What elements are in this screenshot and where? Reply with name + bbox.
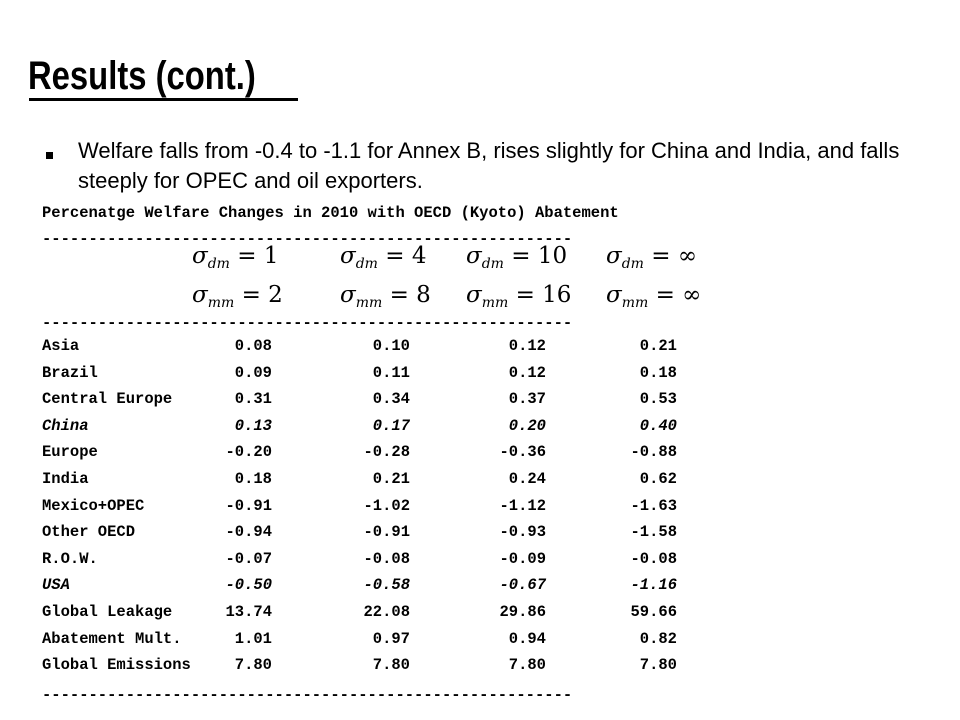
sigma-symbol: σ	[466, 243, 482, 269]
row-value-1: 7.80	[234, 656, 272, 675]
row-label: China	[42, 416, 89, 435]
table-row	[42, 443, 702, 463]
row-value-3: 0.12	[508, 337, 546, 355]
sigma-symbol: σ	[606, 243, 622, 269]
row-value-2: -0.91	[363, 523, 410, 542]
sigma-subscript: mm	[621, 295, 649, 311]
row-value-4: -1.63	[630, 496, 677, 515]
row-value-3: 0.94	[508, 629, 546, 648]
table-row	[42, 364, 702, 384]
sigma-equals: =	[229, 243, 264, 269]
sigma-equals: =	[503, 243, 538, 269]
row-value-3: -0.93	[499, 523, 546, 542]
row-value-1: 0.13	[234, 416, 272, 435]
row-value-4: -0.08	[630, 549, 677, 568]
table-row	[42, 390, 702, 410]
row-label: Other OECD	[42, 523, 136, 542]
row-value-1: -0.94	[225, 523, 272, 542]
row-label: Central Europe	[42, 390, 173, 409]
row-value-1: 0.08	[234, 337, 272, 355]
row-value-2: -0.28	[363, 443, 410, 462]
sigma-subscript: dm	[355, 256, 378, 272]
sigma-value: ∞	[682, 282, 702, 308]
table-caption: Percenatge Welfare Changes in 2010 with OECD (Kyoto) Abatement	[42, 204, 619, 222]
title-underline	[29, 98, 298, 101]
row-value-2: 0.10	[372, 337, 410, 355]
sigma-subscript: dm	[207, 256, 230, 272]
row-value-3: 0.20	[508, 416, 546, 435]
row-value-4: 0.18	[639, 363, 677, 382]
row-value-4: 0.82	[639, 629, 677, 648]
sigma-equals: =	[377, 243, 412, 269]
sigma-value: 1	[263, 243, 279, 269]
sigma-subscript: dm	[481, 256, 504, 272]
sigma-symbol: σ	[192, 243, 208, 269]
sigma-mm-3	[466, 282, 571, 311]
row-value-4: -1.16	[630, 576, 677, 595]
sigma-dm-3	[466, 243, 567, 272]
row-value-4: 0.53	[639, 390, 677, 409]
row-value-1: -0.91	[225, 496, 272, 515]
row-value-3: -0.09	[499, 549, 546, 568]
sigma-equals: =	[382, 282, 417, 308]
row-value-2: 0.17	[372, 416, 410, 435]
row-value-3: 0.12	[508, 363, 546, 382]
sigma-value: 4	[411, 243, 427, 269]
row-value-1: 13.74	[225, 603, 272, 621]
row-value-2: 0.11	[372, 363, 410, 382]
row-label: R.O.W.	[42, 549, 98, 568]
sigma-value: 2	[268, 282, 283, 308]
row-label: Global Leakage	[42, 603, 173, 621]
row-label: Brazil	[42, 363, 98, 382]
sigma-symbol: σ	[192, 282, 208, 308]
sigma-equals: =	[508, 282, 543, 308]
sigma-mm-1	[192, 282, 283, 311]
table-row	[42, 630, 702, 650]
table-row	[42, 417, 702, 437]
sigma-subscript: mm	[355, 295, 383, 311]
row-value-2: 0.34	[372, 390, 410, 409]
row-value-1: -0.20	[225, 443, 272, 462]
bullet-square-icon	[46, 152, 53, 159]
table-row	[42, 523, 702, 543]
row-value-1: 0.09	[234, 363, 272, 382]
sigma-equals: =	[648, 282, 683, 308]
sigma-value: 8	[416, 282, 431, 308]
row-value-4: 0.40	[639, 416, 677, 435]
sigma-value: ∞	[677, 243, 698, 269]
row-value-4: 0.21	[639, 337, 677, 355]
row-value-2: 7.80	[372, 656, 410, 675]
sigma-mm-2	[340, 282, 431, 311]
row-value-1: 1.01	[234, 629, 272, 648]
sigma-value: 10	[537, 243, 568, 269]
row-value-1: -0.07	[225, 549, 272, 568]
table-row	[42, 550, 702, 570]
row-value-4: 59.66	[630, 603, 677, 621]
row-value-2: 0.21	[372, 470, 410, 488]
table-row	[42, 497, 702, 517]
row-value-1: -0.50	[225, 576, 272, 595]
table-rule-middle: ---------------------------------------------------------	[42, 314, 573, 332]
table-row	[42, 576, 702, 596]
sigma-subscript: dm	[621, 256, 644, 272]
row-value-2: 22.08	[363, 603, 410, 621]
sigma-subscript: mm	[481, 295, 509, 311]
row-value-2: -1.02	[363, 496, 410, 515]
row-value-4: -0.88	[630, 443, 677, 462]
row-value-3: 0.37	[508, 390, 546, 409]
table-row	[42, 337, 702, 357]
row-value-1: 0.31	[234, 390, 272, 409]
row-label: Abatement Mult.	[42, 629, 182, 648]
row-value-4: 0.62	[639, 470, 677, 488]
row-value-3: -0.67	[499, 576, 546, 595]
sigma-symbol: σ	[340, 282, 356, 308]
bullet-text: Welfare falls from -0.4 to -1.1 for Annex B, rises slightly for China and India, and falls steeply for OPEC and oil exporters.	[78, 138, 900, 193]
table-rule-bottom: ---------------------------------------------------------	[42, 686, 573, 704]
sigma-equals: =	[234, 282, 269, 308]
row-value-3: 0.24	[508, 470, 546, 488]
slide-title: Results (cont.)	[28, 54, 256, 98]
row-value-4: 7.80	[639, 656, 677, 675]
table-rule-top: ---------------------------------------------------------	[42, 230, 573, 248]
row-value-3: 29.86	[499, 603, 546, 621]
sigma-dm-2	[340, 243, 427, 272]
sigma-value: 16	[542, 282, 572, 308]
row-value-2: 0.97	[372, 629, 410, 648]
row-value-3: -0.36	[499, 443, 546, 462]
row-label: Asia	[42, 337, 80, 355]
sigma-equals: =	[643, 243, 678, 269]
row-label: Global Emissions	[42, 656, 191, 675]
table-row	[42, 603, 702, 623]
sigma-symbol: σ	[466, 282, 482, 308]
row-value-4: -1.58	[630, 523, 677, 542]
row-label: India	[42, 470, 89, 488]
sigma-dm-1	[192, 243, 279, 272]
sigma-mm-4	[606, 282, 701, 311]
sigma-dm-4	[606, 243, 697, 272]
table-row	[42, 470, 702, 490]
sigma-symbol: σ	[606, 282, 622, 308]
row-value-2: -0.58	[363, 576, 410, 595]
row-label: Europe	[42, 443, 98, 462]
row-value-3: 7.80	[508, 656, 546, 675]
row-label: USA	[42, 576, 70, 595]
row-value-2: -0.08	[363, 549, 410, 568]
sigma-symbol: σ	[340, 243, 356, 269]
sigma-subscript: mm	[207, 295, 235, 311]
table-row	[42, 656, 702, 676]
row-value-3: -1.12	[499, 496, 546, 515]
row-label: Mexico+OPEC	[42, 496, 145, 515]
row-value-1: 0.18	[234, 470, 272, 488]
